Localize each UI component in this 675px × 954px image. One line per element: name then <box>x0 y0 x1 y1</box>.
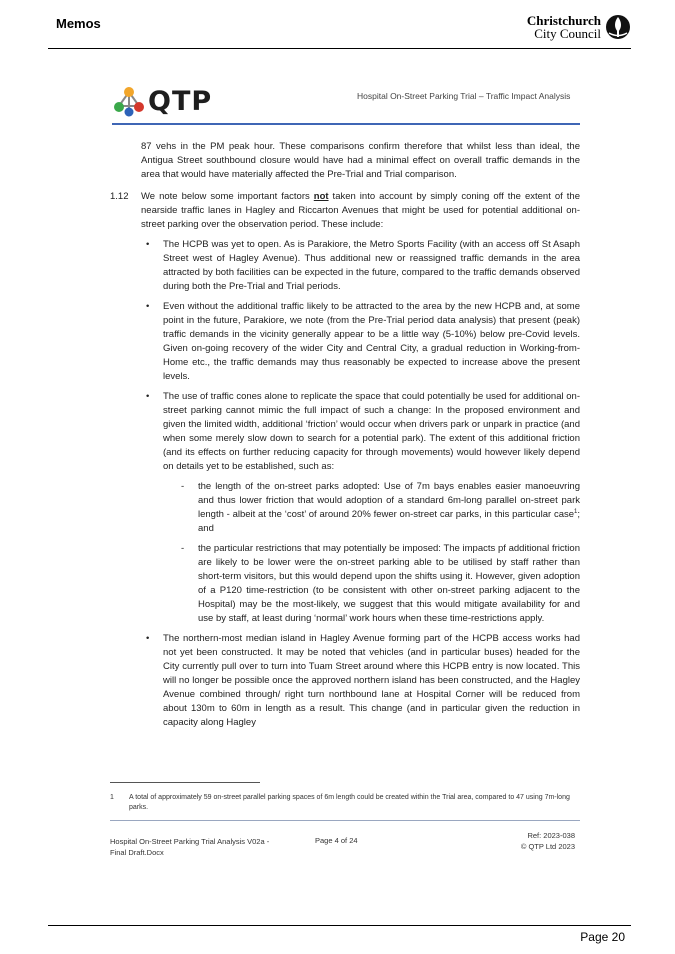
paragraph-text: We note below some important factors not taken into account by simply coning off the extent of the nearside traffic lanes in Hagley and Riccarton Avenues that might be used for potential additional on-street parking over the observation period. These include: <box>141 191 580 230</box>
footer-rule <box>110 820 580 821</box>
page-footer <box>48 925 631 946</box>
list-item: • The HCPB was yet to open. As is Parakiore, the Metro Sports Facility (with an access off St Asaph Street west of Hagley Avenue). Thus additional new or reassigned traffic demands in the area attracted by both facilities can be expected in the future, compared to the traffic demands observed during both the Pre-Trial and Trial periods. <box>146 239 580 292</box>
footnote <box>110 793 580 813</box>
footnote-number: 1 <box>110 794 114 801</box>
numbered-paragraph <box>110 190 580 730</box>
page-number: Page 20 <box>580 930 625 944</box>
header-rule <box>112 123 580 125</box>
continued-paragraph: 87 vehs in the PM peak hour. These comparisons confirm therefore that whilst less than ideal, the Antigua Street southbound closure would have had a minimal effect on overall traffic demands in the area that would have materially affected the Pre-Trial and Trial comparison. <box>141 141 580 180</box>
sub-list-item: - the particular restrictions that may potentially be imposed: The impacts pf additional friction are likely to be lower were the on-street parking able to be utilised by staff rather than short-term visitors, but this would depend upon the shifts using it. However, given adoption of a P120 time-restriction (to be consistent with other on-street parking adjacent to the Hospital) may be the most-likely, we suggest that this would mitigate availability for and use by staff, at least during ‘normal’ work hours when these time-restrictions apply. <box>181 543 580 624</box>
document-footer-filename: Hospital On-Street Parking Trial Analysis V02a - Final Draft.Docx <box>110 837 270 857</box>
footnote-ref: 1 <box>574 508 578 515</box>
qtp-wordmark: QTP <box>148 85 213 117</box>
council-logo <box>527 14 631 40</box>
memo-header <box>48 12 631 49</box>
qtp-logo <box>112 84 212 118</box>
council-emblem-icon <box>605 14 631 40</box>
paragraph-number: 1.12 <box>110 191 129 202</box>
bullet-list <box>110 238 580 730</box>
sub-list <box>163 480 580 626</box>
emphasis-not: not <box>313 191 329 202</box>
document-title: Hospital On-Street Parking Trial – Traffic Impact Analysis <box>357 91 571 101</box>
document-reference: Ref: 2023-038 © QTP Ltd 2023 <box>520 831 575 851</box>
molecule-logo-icon <box>112 84 146 118</box>
list-item: • The use of traffic cones alone to replicate the space that could potentially be used for additional on-street parking cannot mimic the full impact of such a change: In the proposed environment and given the limited width, additional ‘friction’ would occur when drivers park or unpark in practice (and when some merely slow down to search for a potential park). The extent of this additional friction (and its effects on further reducing capacity for through movements) would however likely depend on details yet to be established, such as: - the length of the on-street parks adopted: Use of 7m bays enables easier manoeuvring and thus lower friction that would adoption of a standard 6m-long parallel on-street park length - albeit at the ‘cost’ of around 20% fewer on-street car parks, in this particular case$^1$; and - the particular restrictions that may potentially be imposed: The impacts pf additional friction are likely to be lower were the on-street parking able to be utilised by staff rather than short-term visitors, but this would depend upon the shifts using it. However, given adoption of a P120 time-restriction (to be consistent with other on-street parking adjacent to the Hospital) may be the most-likely, we suggest that this would mitigate availability for and use by staff, at least during ‘normal’ work hours when these time-restrictions apply. <box>146 391 580 624</box>
list-item: • Even without the additional traffic likely to be attracted to the area by the new HCPB and, at some point in the future, Parakiore, we note (from the Pre-Trial period data analysis) that present (peak) traffic demands in the vicinity generally appear to be a little way (5-10%) below pre-Covid levels. Given on-going recovery of the wider City and Central City, a gradual reduction in Working-from-Home etc., the traffic demands may thus reasonably be expected to increase above the present levels. <box>146 301 580 382</box>
council-name-line1: Christchurch <box>526 13 601 28</box>
memo-title: Memos <box>56 16 101 31</box>
list-item: • The northern-most median island in Hagley Avenue forming part of the HCPB access works had not yet been constructed. It may be noted that vehicles (and in particular buses) headed for the City currently pull over to turn into Tuam Street around where this HCPB entry is now located. This will no longer be possible once the approved northern island has been constructed, and the Hagley Avenue combined through/ right turn northbound lane at Hospital Corner will be reduced from about 130m to 60m in length as a result. This change (and in particular given the reduction in capacity along Hagley <box>146 633 580 728</box>
footnote-rule <box>110 782 260 783</box>
sub-list-item: - the length of the on-street parks adopted: Use of 7m bays enables easier manoeuvring and thus lower friction that would adoption of a standard 6m-long parallel on-street park length - albeit at the ‘cost’ of around 20% fewer on-street car parks, in this particular case$^1$; and <box>181 481 580 534</box>
footnote-text: A total of approximately 59 on-street parallel parking spaces of 6m length could be created within the Trial area, compared to 47 using 7m-long parks. <box>129 794 570 811</box>
document-body <box>110 140 580 736</box>
council-name-line2: City Council <box>534 26 601 41</box>
document-page-number: Page 4 of 24 <box>315 836 358 845</box>
